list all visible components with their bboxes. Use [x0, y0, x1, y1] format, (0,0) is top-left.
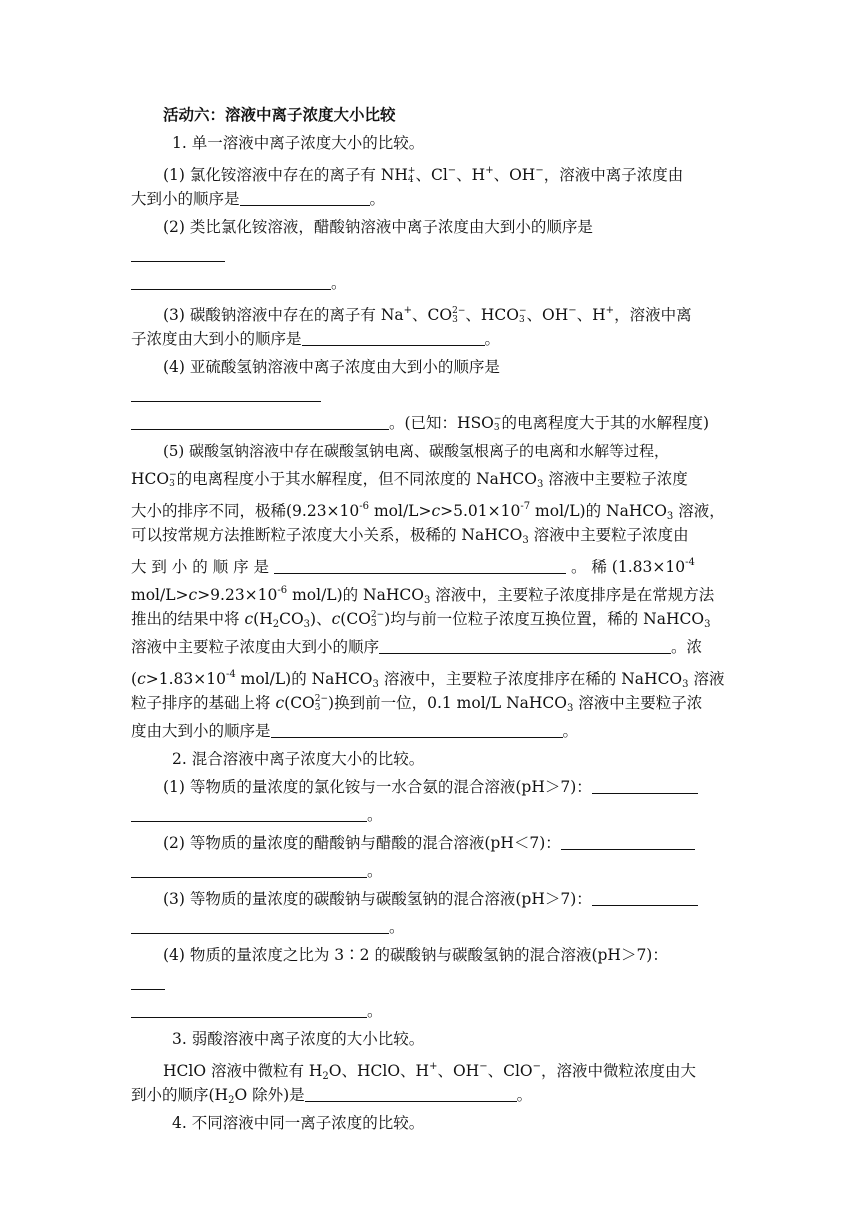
- answer-blank[interactable]: [271, 722, 563, 738]
- section-3-heading: 3. 弱酸溶液中离子浓度的大小比较。: [172, 1030, 425, 1048]
- question-1-5-line1: (5) 碳酸氢钠溶液中存在碳酸氢钠电离、碳酸氢根离子的电离和水解等过程，: [163, 442, 670, 460]
- activity-title: 活动六：溶液中离子浓度大小比较: [163, 105, 396, 124]
- question-2-2: (2) 等物质的量浓度的醋酸钠与醋酸的混合溶液(pH＜7)：: [163, 831, 763, 855]
- question-1-5-line2: HCO − 3 的电离程度小于其水解程度，但不同浓度的 NaHCO$_3$ 溶液中主要粒子浓度: [131, 470, 688, 490]
- answer-blank[interactable]: [379, 638, 671, 654]
- section-4-heading: 4. 不同溶液中同一离子浓度的比较。: [172, 1114, 425, 1132]
- answer-line[interactable]: 。: [131, 999, 731, 1023]
- section-1-heading: 1. 单一溶液中离子浓度大小的比较。: [172, 134, 425, 152]
- question-1-5-line8: 溶液中主要粒子浓度由大到小的顺序 。浓: [131, 638, 703, 656]
- answer-blank[interactable]: [131, 414, 389, 430]
- question-3-line2: 到小的顺序($H_2O$ 除外)是 。: [131, 1086, 533, 1106]
- question-1-5-line11: 度由大到小的顺序是 。: [131, 722, 579, 740]
- section-2-heading: 2. 混合溶液中离子浓度大小的比较。: [172, 750, 425, 768]
- question-1-5-line5: 大 到 小 的 顺 序 是 。 稀 ($1.83\times 10^{-4}$: [131, 557, 695, 576]
- question-1-3-line2: 子浓度由大到小的顺序是 。: [131, 330, 501, 348]
- answer-line[interactable]: 。: [131, 915, 731, 939]
- question-1-1-line1: (1) 氯化铵溶液中存在的离子有 NH + 4 、Cl−、H+、OH−，溶液中离子浓度由: [163, 165, 684, 185]
- answer-blank[interactable]: [305, 1086, 517, 1102]
- question-1-5-line7: 推出的结果中将 $c(H_2CO_3)$、c(CO 2− 3 )均与前一位粒子浓度互换位置，稀的 NaHCO$_3$: [131, 610, 711, 630]
- question-1-5-line4: 可以按常规方法推断粒子浓度大小关系，极稀的 NaHCO$_3$ 溶液中主要粒子浓度由: [131, 526, 689, 546]
- question-1-5-line10: 粒子排序的基础上将 c(CO 2− 3 )换到前一位，0.1 mol/L NaHCO$_3$ 溶液中主要粒子浓: [131, 694, 703, 714]
- question-1-2: (2) 类比氯化铵溶液，醋酸钠溶液中离子浓度由大到小的顺序是: [163, 218, 593, 236]
- answer-line[interactable]: [131, 383, 731, 407]
- question-2-4: (4) 物质的量浓度之比为 3∶2 的碳酸钠与碳酸氢钠的混合溶液(pH＞7)：: [163, 946, 668, 964]
- question-3-line1: HClO 溶液中微粒有 $H_2O$、HClO、H+、OH−、ClO−，溶液中微粒浓度由大: [163, 1061, 697, 1082]
- question-2-1: (1) 等物质的量浓度的氯化铵与一水合氨的混合溶液(pH＞7)：: [163, 775, 763, 799]
- question-1-3-line1: (3) 碳酸钠溶液中存在的离子有 Na+、CO 2− 3 、HCO − 3 、OH−、H+，溶液中离: [163, 305, 692, 325]
- answer-blank[interactable]: [240, 190, 370, 206]
- question-1-5-line9: ($c>1.83\times 10^{-4}$ mol/L)的 NaHCO$_3$ 溶液中，主要粒子浓度排序在稀的 NaHCO$_3$ 溶液: [131, 669, 725, 690]
- answer-line[interactable]: 。: [131, 803, 731, 827]
- answer-line[interactable]: 。: [131, 271, 731, 295]
- answer-blank[interactable]: [592, 778, 698, 794]
- question-1-4: (4) 亚硫酸氢钠溶液中离子浓度由大到小的顺序是: [163, 358, 500, 376]
- question-2-3: (3) 等物质的量浓度的碳酸钠与碳酸氢钠的混合溶液(pH＞7)：: [163, 887, 763, 911]
- question-1-1-line2: 大到小的顺序是 。: [131, 190, 386, 208]
- question-1-4-note: 。(已知：HSO − 3 的电离程度大于其的水解程度): [131, 411, 731, 435]
- answer-blank[interactable]: [592, 890, 698, 906]
- answer-blank[interactable]: [302, 330, 485, 346]
- answer-line[interactable]: [131, 971, 731, 995]
- question-1-5-line3: 大小的排序不同，极稀($9.23\times 10^{-6}$ mol/$L>c>5.01\times 10^{-7}$ mol/L)的 NaHCO$_3$ 溶液，: [131, 501, 725, 522]
- question-1-5-line6: mol/$L>c>9.23\times 10^{-6}$ mol/L)的 NaHCO$_3$ 溶液中，主要粒子浓度排序是在常规方法: [131, 585, 715, 606]
- answer-blank[interactable]: [561, 834, 695, 850]
- answer-blank[interactable]: [274, 558, 566, 574]
- answer-line[interactable]: [131, 243, 731, 267]
- answer-line[interactable]: 。: [131, 859, 731, 883]
